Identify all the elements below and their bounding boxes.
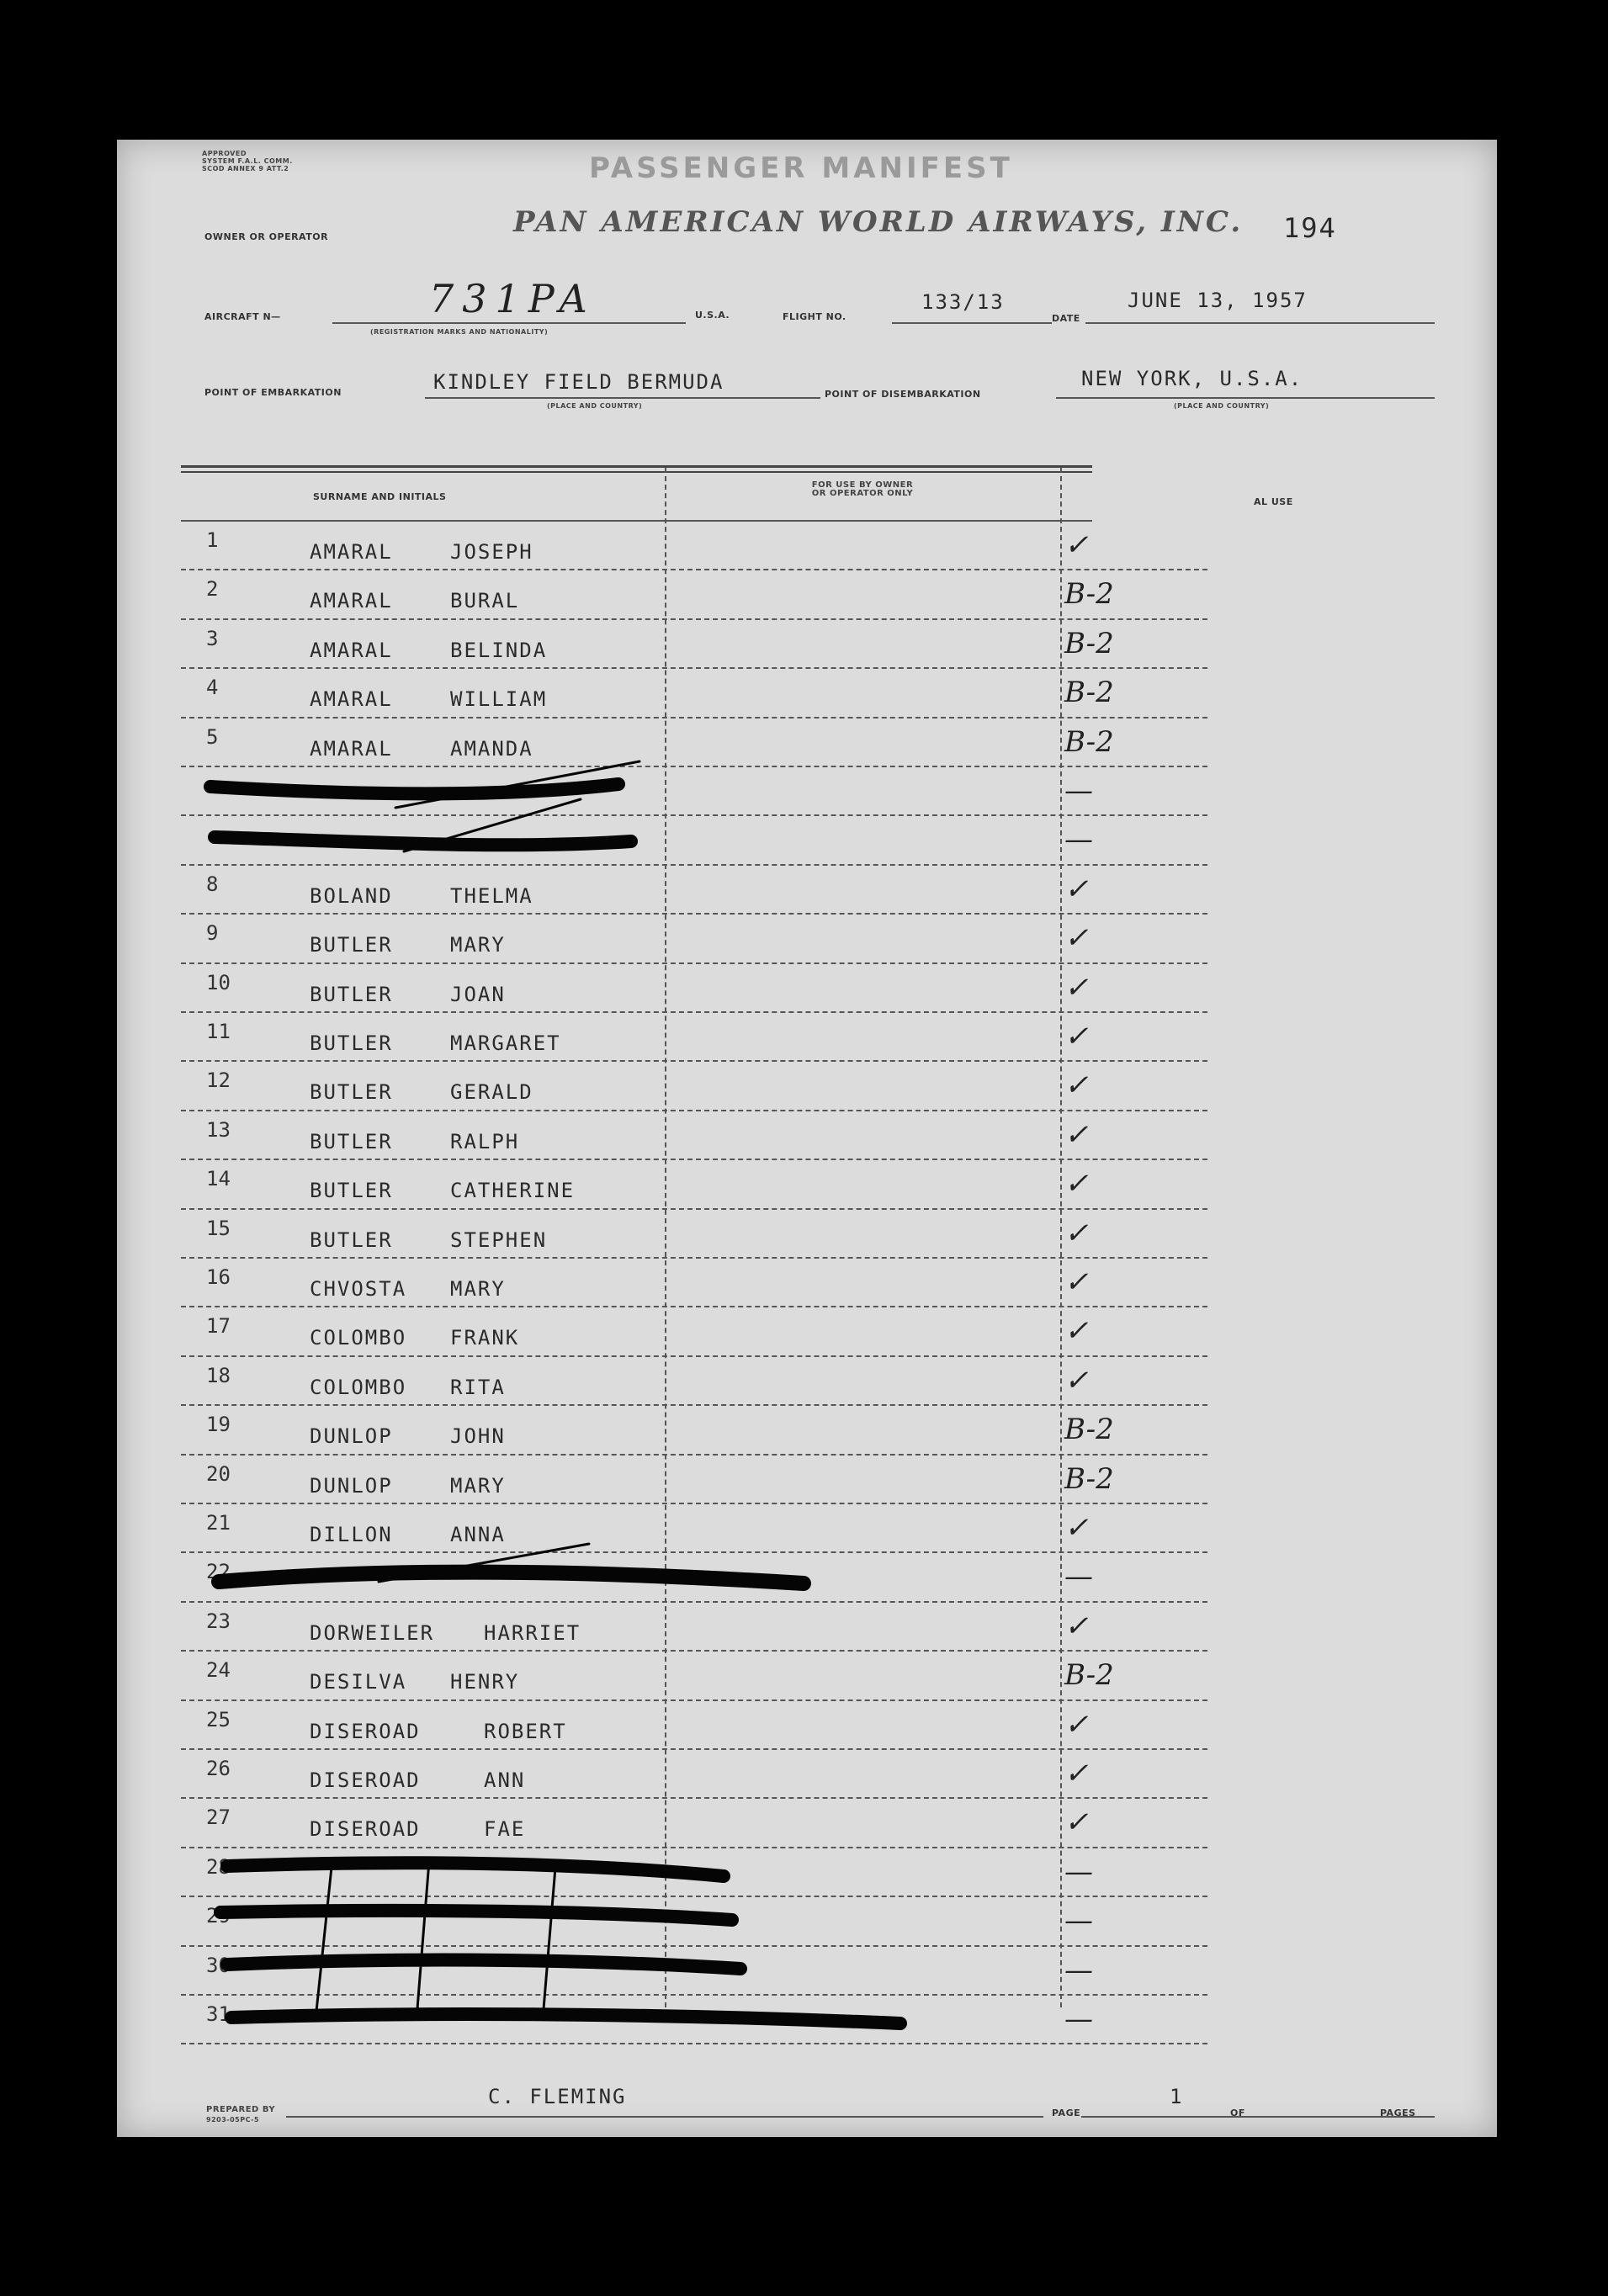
row-number: 5 [206,724,219,749]
row-rule [181,1011,1207,1013]
page-number: 194 [1283,212,1337,244]
official-mark: ✓ [1064,1609,1089,1643]
passenger-given-name: HARRIET [484,1620,581,1645]
row-rule [181,1994,1207,1996]
row-number: 27 [206,1806,231,1830]
passenger-given-name: FRANK [450,1326,520,1350]
row-rule [181,1847,1207,1848]
passenger-given-name: FAE [484,1817,526,1842]
row-number: 22 [206,1560,231,1584]
col-owner-header [778,481,947,498]
passenger-given-name: JOHN [450,1424,506,1449]
row-number: 21 [206,1511,231,1535]
prepared-label: PREPARED BY [206,2105,276,2114]
official-mark: ✓ [1064,1117,1089,1152]
passenger-given-name: HENRY [450,1670,520,1694]
page-label: PAGE [1052,2108,1081,2118]
passenger-surname: AMARAL [310,687,393,712]
row-rule [181,667,1207,669]
passenger-surname: BUTLER [310,1179,393,1203]
official-mark: ✓ [1064,1167,1089,1201]
row-number: 16 [206,1265,231,1289]
passenger-given-name: ROBERT [484,1719,567,1743]
passenger-given-name: MARY [450,1277,506,1301]
passenger-surname: COLOMBO [310,1326,407,1350]
owner-label: OWNER OR OPERATOR [204,231,329,242]
aircraft-number: 731PA [429,276,596,321]
row-rule [181,618,1207,620]
row-number: 17 [206,1314,231,1339]
passenger-given-name: BURAL [450,589,520,613]
official-mark: ✓ [1064,1806,1089,1840]
passenger-surname: DILLON [310,1523,393,1546]
row-number: 14 [206,1167,231,1191]
passenger-given-name: ANN [484,1768,526,1792]
passenger-surname: BUTLER [310,933,393,957]
row-rule [181,814,1207,816]
passenger-surname: DISEROAD [310,1817,421,1842]
col-owner-header-line: FOR USE BY OWNER [811,480,914,490]
passenger-surname: BUTLER [310,1080,393,1105]
nationality: U.S.A. [695,310,730,321]
row-rule [181,1060,1207,1062]
passenger-surname: AMARAL [310,589,393,613]
table-top-rule [181,465,1092,468]
disembark-line [1056,397,1435,399]
row-rule [181,1110,1207,1111]
date-line [1085,322,1435,324]
passenger-given-name: AMANDA [450,736,533,761]
official-mark: ✓ [1064,1757,1089,1790]
passenger-given-name: BELINDA [450,638,548,662]
passenger-surname: AMARAL [310,638,393,662]
passenger-given-name: RALPH [450,1129,520,1153]
row-rule [181,962,1207,964]
official-mark: ✓ [1064,528,1089,562]
passenger-surname: AMARAL [310,540,393,564]
passenger-given-name: JOSEPH [450,540,533,564]
row-rule [181,1601,1207,1603]
column-divider-left [665,468,666,2007]
row-number: 2 [206,577,219,602]
row-number: 11 [206,1020,231,1043]
row-rule [181,2043,1207,2044]
col-surname-header: SURNAME AND INITIALS [313,491,447,502]
passenger-surname: BOLAND [310,883,393,908]
row-rule [181,1404,1207,1406]
passenger-surname: DUNLOP [310,1473,393,1498]
row-rule [181,1699,1207,1701]
header-bottom-rule [181,520,1092,522]
approved-stamp [202,150,293,172]
row-rule [181,1503,1207,1504]
row-number: 28 [206,1854,231,1879]
column-divider-right [1060,468,1062,2007]
passenger-surname: DISEROAD [310,1719,421,1743]
passenger-surname: AMARAL [310,736,393,761]
row-number: 4 [206,676,219,700]
official-mark: ✓ [1064,1511,1089,1545]
row-rule [181,864,1207,866]
prepared-line [286,2116,1043,2118]
embark-line [425,397,820,399]
row-rule [181,1748,1207,1750]
passenger-surname: BUTLER [310,1228,393,1252]
passenger-surname: DORWEILER [310,1620,435,1645]
passenger-given-name: ANNA [450,1523,506,1546]
row-number: 10 [206,970,231,994]
passenger-surname: CHVOSTA [310,1277,407,1301]
disembark-label: POINT OF DISEMBARKATION [825,389,981,400]
embark-point: KINDLEY FIELD BERMUDA [433,370,724,394]
page-value: 1 [1170,2085,1184,2108]
row-number: 31 [206,2002,231,2026]
official-mark: B-2 [1064,626,1114,660]
flight-label: FLIGHT NO. [783,311,846,322]
official-mark: — [1064,1904,1093,1938]
passenger-given-name: STEPHEN [450,1228,548,1252]
passenger-given-name: MARY [450,1473,506,1498]
passenger-given-name: GERALD [450,1080,533,1105]
row-rule [181,1896,1207,1897]
passenger-given-name: JOAN [450,982,506,1006]
aircraft-label: AIRCRAFT N— [204,311,281,322]
official-mark: — [1064,1854,1093,1889]
official-mark: B-2 [1064,676,1114,710]
pages-label: PAGES [1380,2108,1416,2118]
col-official-header: AL USE [1254,496,1293,507]
row-number: 29 [206,1904,231,1928]
date-label: DATE [1052,313,1080,324]
passenger-surname: DISEROAD [310,1768,421,1792]
row-number: 23 [206,1609,231,1633]
official-mark: B-2 [1064,577,1114,612]
approved-stamp-line: SCOD ANNEX 9 ATT.2 [202,165,289,172]
row-rule [181,1355,1207,1357]
disembark-point: NEW YORK, U.S.A. [1081,367,1303,390]
row-rule [181,569,1207,570]
official-mark: B-2 [1064,1461,1114,1496]
passenger-given-name: WILLIAM [450,687,548,712]
row-number: 3 [206,626,219,650]
row-rule [181,1454,1207,1456]
official-mark: ✓ [1064,1265,1089,1299]
embark-note: (PLACE AND COUNTRY) [547,402,643,410]
row-number: 8 [206,872,219,896]
official-mark: ✓ [1064,921,1089,956]
passenger-given-name: RITA [450,1375,506,1399]
official-mark: B-2 [1064,724,1114,759]
official-mark: ✓ [1064,1363,1089,1397]
row-number: 19 [206,1413,231,1437]
official-mark: ✓ [1064,970,1089,1005]
row-rule [181,1257,1207,1259]
passenger-given-name: MARY [450,933,506,957]
official-mark: — [1064,1560,1093,1594]
row-rule [181,717,1207,718]
col-owner-header-line: OR OPERATOR ONLY [811,489,914,498]
passenger-given-name: THELMA [450,883,533,908]
approved-stamp-line: SYSTEM F.A.L. COMM. [202,157,293,165]
row-number: 12 [206,1068,231,1093]
official-mark: — [1064,774,1093,808]
flight-number: 133/13 [921,290,1005,314]
row-rule [181,1306,1207,1307]
form-code: 9203-05PC-5 [206,2116,260,2124]
row-number: 30 [206,1953,231,1977]
approved-stamp-line: APPROVED [202,150,247,157]
row-rule [181,913,1207,915]
official-mark: — [1064,1953,1093,1987]
prepared-by: C. FLEMING [488,2085,627,2108]
row-rule [181,1208,1207,1210]
passenger-given-name: MARGARET [450,1031,561,1055]
official-mark: — [1064,823,1093,857]
official-mark: — [1064,2002,1093,2036]
page-line [1081,2116,1435,2118]
official-mark: B-2 [1064,1413,1114,1447]
flight-date: JUNE 13, 1957 [1128,289,1308,312]
official-mark: B-2 [1064,1658,1114,1693]
row-rule [181,1797,1207,1799]
row-number: 26 [206,1757,231,1780]
row-number: 1 [206,528,219,552]
official-mark: ✓ [1064,1314,1089,1349]
flight-line [892,322,1052,324]
row-rule [181,766,1207,767]
official-mark: ✓ [1064,1068,1089,1103]
row-number: 15 [206,1216,231,1240]
embark-label: POINT OF EMBARKATION [204,387,342,398]
row-rule [181,1945,1207,1947]
row-number: 24 [206,1658,231,1683]
row-rule [181,1551,1207,1553]
aircraft-line [332,322,686,324]
passenger-surname: BUTLER [310,982,393,1006]
operator-name: PAN AMERICAN WORLD AIRWAYS, INC. [513,205,1244,239]
table-top-rule-2 [181,471,1092,473]
row-number: 9 [206,921,219,946]
passenger-surname: BUTLER [310,1031,393,1055]
row-rule [181,1159,1207,1160]
official-mark: ✓ [1064,872,1089,906]
row-rule [181,1650,1207,1652]
of-label: OF [1230,2108,1245,2118]
disembark-note: (PLACE AND COUNTRY) [1174,402,1270,410]
passenger-surname: DESILVA [310,1670,407,1694]
passenger-surname: COLOMBO [310,1375,407,1399]
row-number: 25 [206,1707,231,1731]
row-number: 13 [206,1117,231,1142]
manifest-title: PASSENGER MANIFEST [589,151,1013,185]
official-mark: ✓ [1064,1020,1089,1053]
passenger-surname: BUTLER [310,1129,393,1153]
passenger-given-name: CATHERINE [450,1179,576,1203]
registration-note: (REGISTRATION MARKS AND NATIONALITY) [370,328,549,336]
row-number: 20 [206,1461,231,1486]
passenger-surname: DUNLOP [310,1424,393,1449]
official-mark: ✓ [1064,1216,1089,1250]
official-mark: ✓ [1064,1707,1089,1742]
row-number: 18 [206,1363,231,1387]
